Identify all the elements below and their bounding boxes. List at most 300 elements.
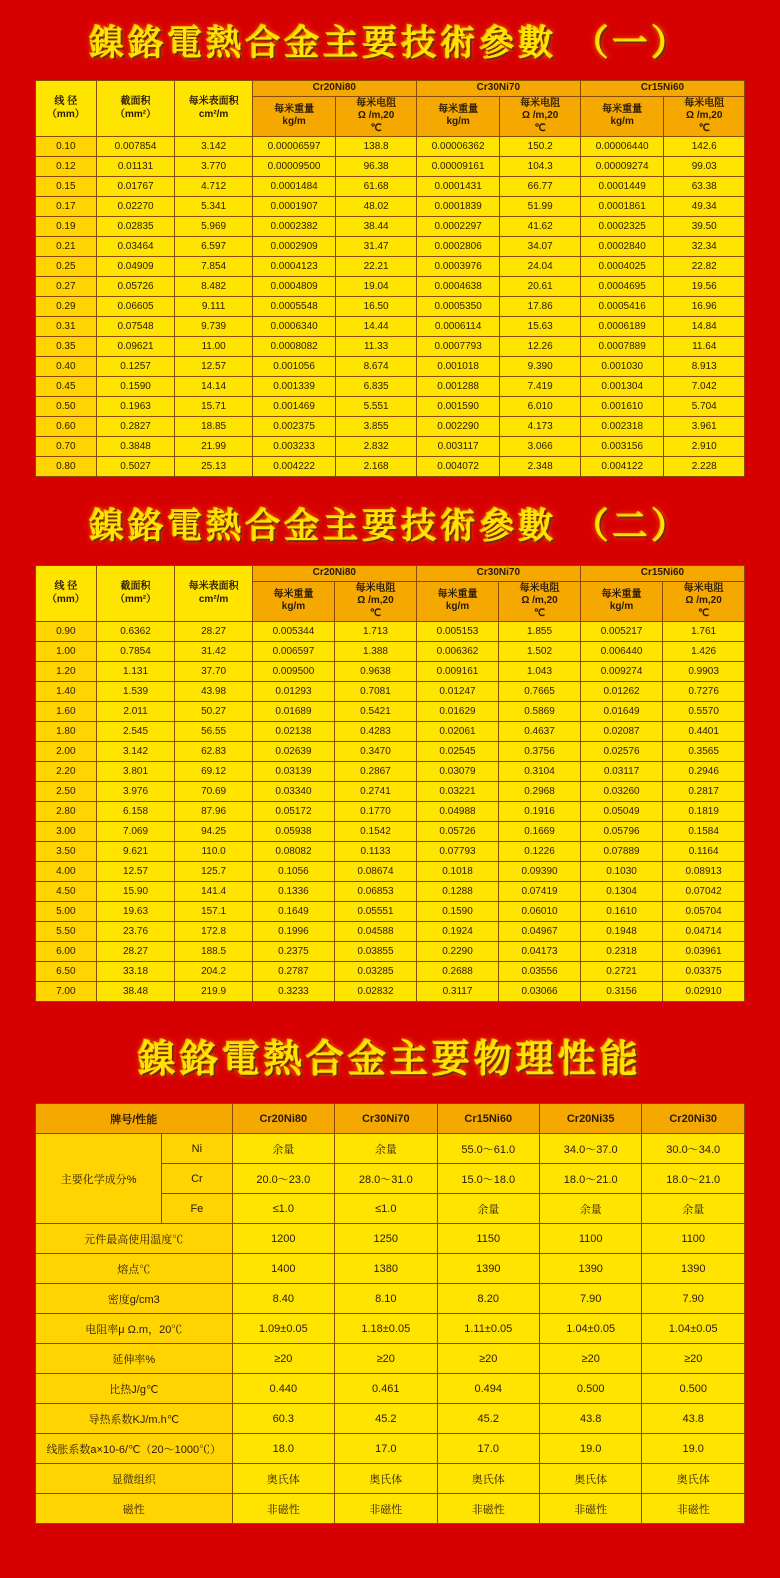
table-cell: 0.07548 [96,317,175,337]
table-cell: 0.002375 [252,417,336,437]
table-cell: 0.7276 [663,682,745,702]
table-cell: 1.04±0.05 [642,1314,745,1344]
header-resistance-3: 每米电阻 Ω /m,20 ℃ [663,581,745,622]
table-cell: 9.621 [96,842,175,862]
table-cell: 32.34 [664,237,745,257]
table-cell: 11.64 [664,337,745,357]
table-cell: 0.02910 [663,982,745,1002]
table-cell: 11.00 [175,337,252,357]
table-row [36,317,745,337]
technical-params-table-1 [35,80,745,477]
table-cell: 0.0007793 [416,337,500,357]
table-cell: 9.390 [500,357,580,377]
table-cell: 0.009161 [416,662,498,682]
row-label: 元件最高使用温度℃ [36,1224,233,1254]
table-1-body [36,137,745,477]
table-cell: 1.09±0.05 [232,1314,334,1344]
table-cell: 125.7 [175,862,252,882]
table-cell: 2.00 [36,742,97,762]
table-cell: 0.0002806 [416,237,500,257]
table-cell: 0.1669 [499,822,581,842]
table-cell: 0.3117 [416,982,498,1002]
table-row [36,702,745,722]
header-grade: Cr20Ni80 [232,1104,334,1134]
table-2-header [36,566,745,622]
table-row [36,962,745,982]
table-cell: 0.1584 [663,822,745,842]
table-cell: 0.1649 [252,902,334,922]
table-row [36,297,745,317]
table-cell: 2.832 [336,437,416,457]
table-cell: 0.6362 [96,622,175,642]
table-cell: 3.00 [36,822,97,842]
table-cell: 6.158 [96,802,175,822]
table-cell: 0.0005350 [416,297,500,317]
table-cell: 5.341 [175,197,252,217]
table-cell: 99.03 [664,157,745,177]
row-label: 线胀系数a×10-6/℃（20～1000℃） [36,1434,233,1464]
table-cell: 0.0001484 [252,177,336,197]
table-cell: 0.05172 [252,802,334,822]
table-cell: 0.03285 [335,962,417,982]
header-group-cr15ni60: Cr15Ni60 [580,81,744,97]
row-label: 导热系数KJ/m.h℃ [36,1404,233,1434]
table-cell: 41.62 [500,217,580,237]
table-cell: 43.98 [175,682,252,702]
table-cell: 0.006440 [580,642,662,662]
table-cell: 0.08913 [663,862,745,882]
section-technical-params-1 [0,0,780,477]
table-cell: 1.388 [335,642,417,662]
table-cell: 28.0～31.0 [335,1164,437,1194]
header-section-area: 截面积 （mm²） [96,81,175,137]
table-cell: 0.1996 [252,922,334,942]
table-cell: 0.02835 [96,217,175,237]
table-cell: 0.2817 [663,782,745,802]
table-cell: 0.002290 [416,417,500,437]
table-cell: 0.0004695 [580,277,664,297]
table-cell: 14.14 [175,377,252,397]
table-cell: 150.2 [500,137,580,157]
table-row [36,902,745,922]
table-cell: 8.20 [437,1284,539,1314]
table-cell: 19.0 [642,1434,745,1464]
table-cell: 0.01767 [96,177,175,197]
table-cell: 8.913 [664,357,745,377]
table-cell: 0.12 [36,157,97,177]
table-cell: 非磁性 [539,1494,641,1524]
table-row [36,1134,745,1164]
table-cell: 8.10 [335,1284,437,1314]
header-group-cr15ni60: Cr15Ni60 [580,566,744,582]
table-row [36,862,745,882]
table-row [36,982,745,1002]
table-cell: 奥氏体 [335,1464,437,1494]
table-cell: 0.10 [36,137,97,157]
table-cell: 0.3565 [663,742,745,762]
table-cell: 0.2688 [416,962,498,982]
table-cell: 3.961 [664,417,745,437]
table-cell: 16.50 [336,297,416,317]
table-row [36,417,745,437]
table-cell: 51.99 [500,197,580,217]
table-cell: 1.713 [335,622,417,642]
table-cell: 0.06010 [499,902,581,922]
table-cell: 30.0～34.0 [642,1134,745,1164]
table-cell: 5.969 [175,217,252,237]
table-cell: 0.03066 [499,982,581,1002]
table-cell: 1.40 [36,682,97,702]
table-cell: 0.005217 [580,622,662,642]
table-cell: 19.0 [539,1434,641,1464]
row-label: 延伸率% [36,1344,233,1374]
table-cell: 0.40 [36,357,97,377]
table-cell: 1380 [335,1254,437,1284]
table-cell: 0.31 [36,317,97,337]
table-cell: 0.0005548 [252,297,336,317]
table-cell: 0.0004123 [252,257,336,277]
table-cell: 0.05726 [416,822,498,842]
table-cell: 0.2290 [416,942,498,962]
table-cell: 8.482 [175,277,252,297]
table-cell: 0.03375 [663,962,745,982]
table-cell: 0.500 [539,1374,641,1404]
row-label: 密度g/cm3 [36,1284,233,1314]
table-cell: 0.04909 [96,257,175,277]
table-cell: 15.63 [500,317,580,337]
table-cell: 56.55 [175,722,252,742]
table-cell: 39.50 [664,217,745,237]
table-cell: 0.17 [36,197,97,217]
table-cell: 0.02639 [252,742,334,762]
table-cell: 0.70 [36,437,97,457]
table-cell: 62.83 [175,742,252,762]
table-cell: 0.1304 [580,882,662,902]
table-2-header-row-1 [36,566,745,582]
row-label: 比热J/g℃ [36,1374,233,1404]
table-cell: 0.07889 [580,842,662,862]
table-cell: 1.855 [499,622,581,642]
table-cell: 17.0 [437,1434,539,1464]
table-cell: 61.68 [336,177,416,197]
table-cell: 0.1226 [499,842,581,862]
table-row [36,137,745,157]
table-cell: 1.11±0.05 [437,1314,539,1344]
section-technical-params-2 [0,477,780,1002]
table-row [36,1434,745,1464]
table-cell: 0.05726 [96,277,175,297]
table-cell: 6.00 [36,942,97,962]
header-section-area: 截面积 （mm²） [96,566,175,622]
table-cell: 0.2946 [663,762,745,782]
table-cell: 157.1 [175,902,252,922]
table-cell: 奥氏体 [539,1464,641,1494]
table-cell: 0.002318 [580,417,664,437]
table-cell: 0.9903 [663,662,745,682]
table-cell: 22.21 [336,257,416,277]
table-cell: 0.19 [36,217,97,237]
table-row [36,662,745,682]
table-cell: 1.131 [96,662,175,682]
table-cell: ≤1.0 [232,1194,334,1224]
table-cell: 非磁性 [642,1494,745,1524]
table-cell: 1.043 [499,662,581,682]
table-cell: 余量 [335,1134,437,1164]
table-cell: 0.003117 [416,437,500,457]
table-cell: 0.3233 [252,982,334,1002]
table-cell: 0.03079 [416,762,498,782]
table-cell: 0.04173 [499,942,581,962]
table-row [36,762,745,782]
table-cell: 0.03139 [252,762,334,782]
table-cell: 0.461 [335,1374,437,1404]
table-cell: 1.426 [663,642,745,662]
table-row [36,1224,745,1254]
table-row [36,397,745,417]
row-sublabel: Ni [162,1134,232,1164]
table-cell: 0.02832 [335,982,417,1002]
row-sublabel: Cr [162,1164,232,1194]
table-row [36,377,745,397]
table-cell: 4.00 [36,862,97,882]
table-cell: 7.00 [36,982,97,1002]
table-cell: 0.00006440 [580,137,664,157]
table-cell: 3.066 [500,437,580,457]
section-1-title: 鎳鉻電熱合金主要技術參數 （一） [89,23,691,64]
table-cell: 0.07793 [416,842,498,862]
row-label: 磁性 [36,1494,233,1524]
table-cell: 0.0006340 [252,317,336,337]
row-label: 熔点℃ [36,1254,233,1284]
table-cell: 8.40 [232,1284,334,1314]
table-row [36,1314,745,1344]
table-cell: 0.0001861 [580,197,664,217]
header-weight-3: 每米重量 kg/m [580,96,664,137]
table-cell: 0.08674 [335,862,417,882]
table-cell: 0.02061 [416,722,498,742]
table-cell: 非磁性 [437,1494,539,1524]
table-cell: 45.2 [437,1404,539,1434]
table-cell: 0.0006189 [580,317,664,337]
header-resistance-2: 每米电阻 Ω /m,20 ℃ [499,581,581,622]
table-cell: 0.03556 [499,962,581,982]
table-cell: 0.7854 [96,642,175,662]
table-cell: 0.007854 [96,137,175,157]
table-cell: 1.18±0.05 [335,1314,437,1344]
table-cell: 18.0～21.0 [642,1164,745,1194]
table-cell: 55.0～61.0 [437,1134,539,1164]
table-cell: 1100 [539,1224,641,1254]
table-row [36,1404,745,1434]
table-cell: 0.5421 [335,702,417,722]
table-row [36,1374,745,1404]
table-cell: 20.61 [500,277,580,297]
table-cell: 0.4401 [663,722,745,742]
table-cell: 0.0001907 [252,197,336,217]
table-cell: 38.44 [336,217,416,237]
table-cell: 9.111 [175,297,252,317]
table-cell: 0.04714 [663,922,745,942]
table-cell: 2.80 [36,802,97,822]
table-cell: ≥20 [642,1344,745,1374]
table-cell: 1250 [335,1224,437,1254]
table-cell: 1400 [232,1254,334,1284]
table-cell: 0.06605 [96,297,175,317]
table-cell: 0.25 [36,257,97,277]
table-cell: 204.2 [175,962,252,982]
table-cell: 37.70 [175,662,252,682]
table-cell: 7.90 [642,1284,745,1314]
table-1-header [36,81,745,137]
table-row [36,1344,745,1374]
table-cell: 12.57 [96,862,175,882]
table-cell: 0.0002382 [252,217,336,237]
table-cell: 非磁性 [335,1494,437,1524]
table-cell: 0.1963 [96,397,175,417]
table-cell: 28.27 [175,622,252,642]
table-2-body [36,622,745,1002]
table-cell: 63.38 [664,177,745,197]
table-cell: 0.15 [36,177,97,197]
table-row [36,217,745,237]
table-cell: 0.04588 [335,922,417,942]
table-cell: 0.1133 [335,842,417,862]
table-cell: 18.85 [175,417,252,437]
table-cell: 1.60 [36,702,97,722]
table-cell: 0.0002297 [416,217,500,237]
table-cell: 0.03260 [580,782,662,802]
table-cell: 0.009500 [252,662,334,682]
table-cell: 0.00006362 [416,137,500,157]
table-cell: 0.9638 [335,662,417,682]
table-cell: 0.01629 [416,702,498,722]
table-cell: 0.1030 [580,862,662,882]
header-surface-area: 每米表面积 cm²/m [175,566,252,622]
table-cell: 0.440 [232,1374,334,1404]
table-cell: 4.712 [175,177,252,197]
table-cell: 0.001469 [252,397,336,417]
table-cell: 0.0002840 [580,237,664,257]
table-cell: 38.48 [96,982,175,1002]
table-row [36,942,745,962]
table-cell: 1100 [642,1224,745,1254]
table-cell: 0.01689 [252,702,334,722]
table-cell: 1150 [437,1224,539,1254]
table-cell: 0.0006114 [416,317,500,337]
table-cell: ≥20 [232,1344,334,1374]
table-cell: 余量 [642,1194,745,1224]
table-cell: 0.05049 [580,802,662,822]
section-3-title: 鎳鉻電熱合金主要物理性能 [137,1036,642,1081]
header-group-cr30ni70: Cr30Ni70 [416,81,580,97]
table-cell: 0.1819 [663,802,745,822]
table-cell: 0.0007889 [580,337,664,357]
table-cell: 1390 [642,1254,745,1284]
table-cell: 非磁性 [232,1494,334,1524]
table-cell: 0.0004809 [252,277,336,297]
table-cell: 0.01131 [96,157,175,177]
table-cell: 0.1590 [416,902,498,922]
table-cell: 0.001590 [416,397,500,417]
table-cell: 0.02087 [580,722,662,742]
table-cell: 0.1018 [416,862,498,882]
table-cell: 0.00009274 [580,157,664,177]
table-cell: 0.1542 [335,822,417,842]
table-cell: 3.142 [175,137,252,157]
table-cell: 1.20 [36,662,97,682]
table-cell: 0.1336 [252,882,334,902]
table-row [36,357,745,377]
table-cell: 0.05938 [252,822,334,842]
table-cell: 0.05704 [663,902,745,922]
table-cell: 0.3156 [580,982,662,1002]
table-cell: 28.27 [96,942,175,962]
table-cell: ≤1.0 [335,1194,437,1224]
table-cell: 0.2787 [252,962,334,982]
table-row [36,642,745,662]
table-cell: 0.0002325 [580,217,664,237]
table-cell: 188.5 [175,942,252,962]
table-row [36,1494,745,1524]
header-grade: Cr15Ni60 [437,1104,539,1134]
table-cell: 1200 [232,1224,334,1254]
table-row [36,177,745,197]
table-cell: 0.1590 [96,377,175,397]
table-cell: 22.82 [664,257,745,277]
table-cell: 0.0002909 [252,237,336,257]
table-cell: 0.04967 [499,922,581,942]
table-cell: 12.26 [500,337,580,357]
header-group-cr20ni80: Cr20Ni80 [252,566,416,582]
table-cell: 2.910 [664,437,745,457]
table-row [36,922,745,942]
header-group-cr30ni70: Cr30Ni70 [416,566,580,582]
table-cell: 0.08082 [252,842,334,862]
table-cell: 1.00 [36,642,97,662]
table-cell: 0.001288 [416,377,500,397]
table-cell: 0.03221 [416,782,498,802]
table-cell: 7.069 [96,822,175,842]
table-cell: 0.0001839 [416,197,500,217]
table-cell: 0.2318 [580,942,662,962]
table-cell: 0.01247 [416,682,498,702]
table-cell: 奥氏体 [437,1464,539,1494]
row-label: 显微组织 [36,1464,233,1494]
header-wire-diameter: 线 径 （mm） [36,81,97,137]
table-cell: 0.06853 [335,882,417,902]
table-cell: ≥20 [437,1344,539,1374]
table-cell: 0.4283 [335,722,417,742]
table-cell: 19.56 [664,277,745,297]
table-cell: 15.71 [175,397,252,417]
table-cell: 0.1164 [663,842,745,862]
table-cell: 0.21 [36,237,97,257]
table-cell: 17.0 [335,1434,437,1464]
table-cell: 0.1056 [252,862,334,882]
table-cell: 0.494 [437,1374,539,1404]
table-cell: 0.03464 [96,237,175,257]
table-cell: 6.835 [336,377,416,397]
header-weight-2: 每米重量 kg/m [416,96,500,137]
table-cell: 49.34 [664,197,745,217]
table-row [36,197,745,217]
table-cell: 0.4637 [499,722,581,742]
table-cell: 0.1257 [96,357,175,377]
table-cell: 0.009274 [580,662,662,682]
table-cell: 0.2721 [580,962,662,982]
table-cell: 4.50 [36,882,97,902]
table-cell: 0.35 [36,337,97,357]
